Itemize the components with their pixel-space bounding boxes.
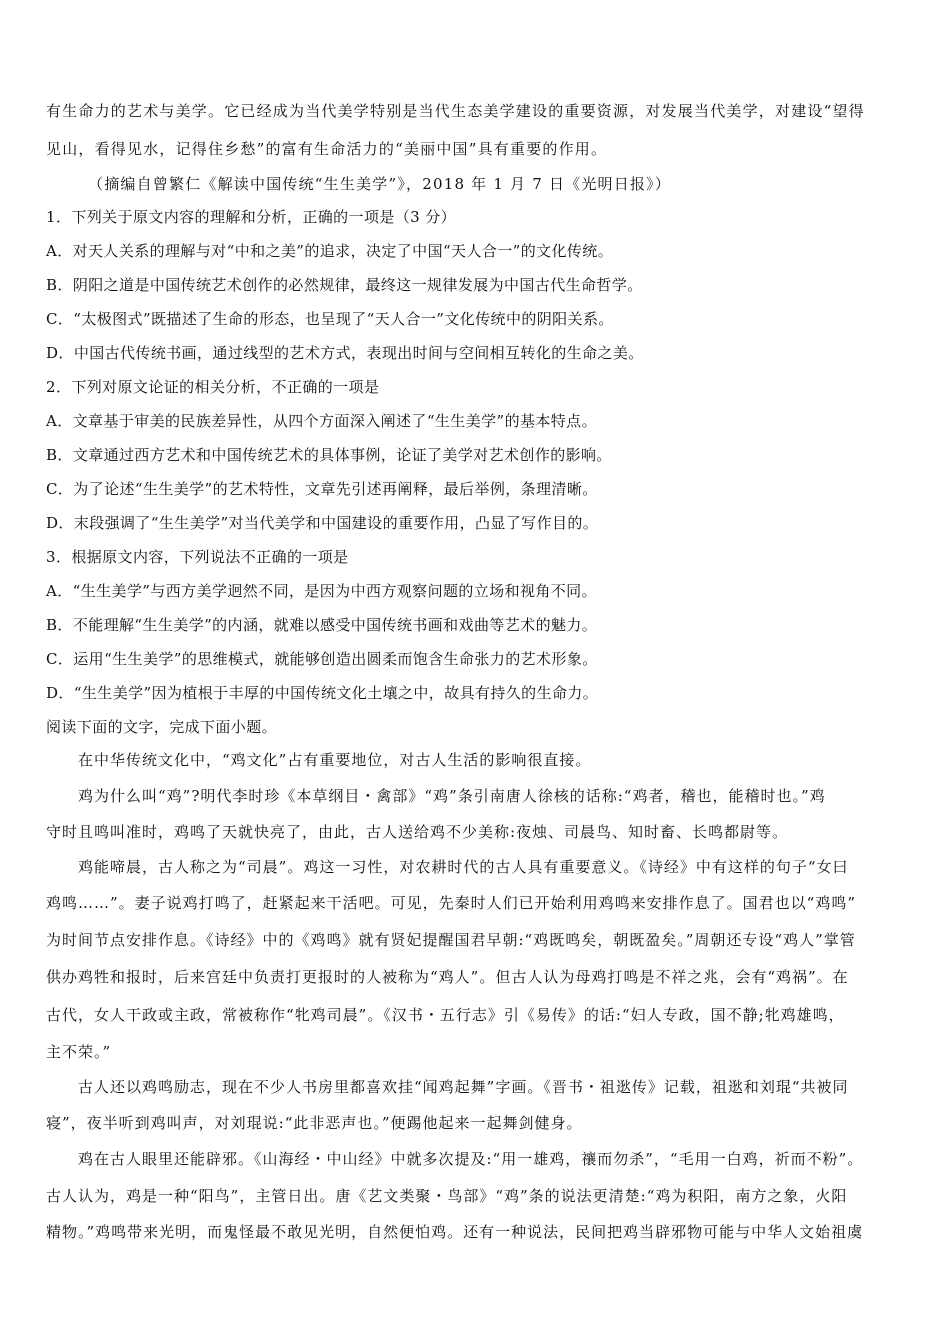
source-citation: （摘编自曾繁仁《解读中国传统“生生美学”》，2018 年 1 月 7 日《光明日报》） (88, 175, 672, 193)
essay-line: 主不荣。” (46, 1043, 112, 1061)
option-d: D．“生生美学”因为植根于丰厚的中国传统文化土壤之中，故具有持久的生命力。 (46, 684, 599, 702)
essay-line: 古人认为，鸡是一种“阳鸟”，主管日出。唐《艺文类聚・鸟部》“鸡”条的说法更清楚:“鸡为积阳，南方之象，火阳 (46, 1187, 848, 1205)
essay-line: 寝”，夜半听到鸡叫声，对刘琨说:“此非恶声也。”便踢他起来一起舞剑健身。 (46, 1114, 583, 1132)
essay-line: 为时间节点安排作息。《诗经》中的《鸡鸣》就有贤妃提醒国君早朝:“鸡既鸣矣，朝既盈矣。”周朝还专设“鸡人”掌管 (46, 931, 856, 949)
essay-line: 鸡能啼晨，古人称之为“司晨”。鸡这一习性，对农耕时代的古人具有重要意义。《诗经》中有这样的句子“女曰 (78, 858, 849, 876)
question-stem: 3．根据原文内容，下列说法不正确的一项是 (46, 548, 349, 566)
essay-line: 古代，女人干政或主政，常被称作“牝鸡司晨”。《汉书・五行志》引《易传》的话:“妇人专政，国不静;牝鸡雄鸣， (46, 1006, 845, 1024)
option-b: B．不能理解“生生美学”的内涵，就难以感受中国传统书画和戏曲等艺术的魅力。 (46, 616, 598, 634)
essay-line: 守时且鸣叫准时，鸡鸣了天就快亮了，由此，古人送给鸡不少美称:夜烛、司晨鸟、知时畜、长鸣都尉等。 (46, 823, 789, 841)
option-a: A．文章基于审美的民族差异性，从四个方面深入阐述了“生生美学”的基本特点。 (46, 412, 597, 430)
essay-line: 鸡鸣……”。妻子说鸡打鸣了，赶紧起来干活吧。可见，先秦时人们已开始利用鸡鸣来安排作息了。国君也以“鸡鸣” (46, 894, 857, 912)
option-a: A．对天人关系的理解与对“中和之美”的追求，决定了中国“天人合一”的文化传统。 (46, 242, 614, 260)
option-d: D．末段强调了“生生美学”对当代美学和中国建设的重要作用，凸显了写作目的。 (46, 514, 599, 532)
passage-line: 有生命力的艺术与美学。它已经成为当代美学特别是当代生态美学建设的重要资源，对发展当代美学，对建设“望得 (46, 102, 865, 120)
option-a: A．“生生美学”与西方美学迥然不同，是因为中西方观察问题的立场和视角不同。 (46, 582, 597, 600)
essay-line: 精物。”鸡鸣带来光明，而鬼怪最不敢见光明，自然便怕鸡。还有一种说法，民间把鸡当辟邪物可能与中华人文始祖虞 (46, 1223, 864, 1241)
option-b: B．阴阳之道是中国传统艺术创作的必然规律，最终这一规律发展为中国古代生命哲学。 (46, 276, 643, 294)
question-stem: 1．下列关于原文内容的理解和分析，正确的一项是（3 分） (46, 208, 457, 226)
passage-line: 见山，看得见水，记得住乡愁”的富有生命活力的“美丽中国”具有重要的作用。 (46, 140, 608, 158)
reading-instruction: 阅读下面的文字，完成下面小题。 (46, 718, 278, 736)
option-c: C．为了论述“生生美学”的艺术特性，文章先引述再阐释，最后举例，条理清晰。 (46, 480, 598, 498)
option-b: B．文章通过西方艺术和中国传统艺术的具体事例，论证了美学对艺术创作的影响。 (46, 446, 612, 464)
essay-line: 在中华传统文化中，“鸡文化”占有重要地位，对古人生活的影响很直接。 (78, 751, 592, 769)
essay-line: 古人还以鸡鸣励志，现在不少人书房里都喜欢挂“闻鸡起舞”字画。《晋书・祖逖传》记载，祖逖和刘琨“共被同 (78, 1078, 849, 1096)
option-c: C．运用“生生美学”的思维模式，就能够创造出圆柔而饱含生命张力的艺术形象。 (46, 650, 598, 668)
option-c: C．“太极图式”既描述了生命的形态，也呈现了“天人合一”文化传统中的阴阳关系。 (46, 310, 614, 328)
essay-line: 供办鸡牲和报时，后来宫廷中负责打更报时的人被称为“鸡人”。但古人认为母鸡打鸣是不祥之兆，会有“鸡祸”。在 (46, 968, 849, 986)
essay-line: 鸡为什么叫“鸡”?明代李时珍《本草纲目・禽部》“鸡”条引南唐人徐核的话称:“鸡者，稽也，能稽时也。”鸡 (78, 787, 826, 805)
option-d: D．中国古代传统书画，通过线型的艺术方式，表现出时间与空间相互转化的生命之美。 (46, 344, 644, 362)
essay-line: 鸡在古人眼里还能辟邪。《山海经・中山经》中就多次提及:“用一雄鸡，禳而勿杀”，“毛用一白鸡，祈而不粉”。 (78, 1150, 864, 1168)
question-stem: 2．下列对原文论证的相关分析，不正确的一项是 (46, 378, 380, 396)
